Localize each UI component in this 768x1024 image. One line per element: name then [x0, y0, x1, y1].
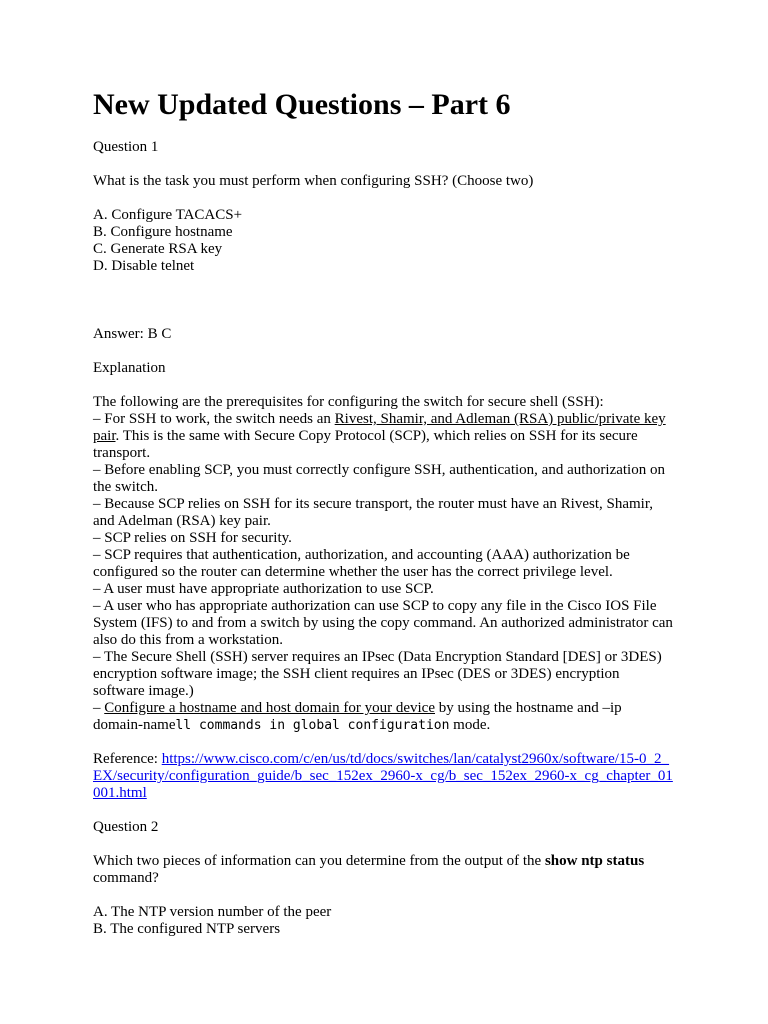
page-title: New Updated Questions – Part 6 [93, 88, 511, 121]
reference-link[interactable]: https://www.cisco.com/c/en/us/td/docs/switches/lan/catalyst2960x/software/15-0_2_EX/security/configuration_guide/b_sec_152ex_2960-x_cg/b_sec_152ex_2960-x_cg_chapter_01001.html [93, 751, 673, 801]
configure-hostname-link[interactable]: Configure a hostname and host domain for your device [104, 700, 435, 716]
show-ntp-status-command: show ntp status [544, 853, 645, 869]
explanation-intro: The following are the prerequisites for configuring the switch for secure shell (SSH): [93, 394, 604, 410]
bullet-9-dash: – [93, 700, 105, 716]
document-page [93, 88, 673, 938]
explanation-bullet-8: – The Secure Shell (SSH) server requires an IPsec (Data Encryption Standard [DES] or 3DES) encryption software image; the SSH client requires an IPsec (DES or 3DES) encryption software image.) [93, 649, 662, 699]
rsa-key-pair-link[interactable]: Rivest, Shamir, and Adleman (RSA) public/private key pair [93, 411, 666, 444]
question-2-text-start: Which two pieces of information can you determine from the output of the [93, 853, 545, 869]
question-1-option-d: D. Disable telnet [93, 258, 195, 274]
explanation-bullet-4: – SCP relies on SSH for security. [93, 530, 292, 546]
explanation-bullet-5: – SCP requires that authentication, authorization, and accounting (AAA) authorization be configured so the router can determine whether the user has the correct privilege level. [93, 547, 630, 580]
question-2-option-b: B. The configured NTP servers [93, 921, 281, 937]
question-2-label: Question 2 [93, 819, 159, 835]
explanation-bullet-2: – Before enabling SCP, you must correctly configure SSH, authentication, and authorization on the switch. [93, 462, 665, 495]
reference [93, 751, 673, 802]
explanation-bullet-9 [93, 700, 673, 734]
question-1-option-a: A. Configure TACACS+ [93, 207, 243, 223]
bullet-1-text-end: . This is the same with Secure Copy Protocol (SCP), which relies on SSH for its secure transport. [93, 428, 638, 461]
explanation-label: Explanation [93, 360, 166, 376]
explanation-bullet-6: – A user must have appropriate authorization to use SCP. [93, 581, 434, 597]
bullet-1-text: – For SSH to work, the switch needs an [93, 411, 335, 427]
explanation-bullet-1 [93, 411, 673, 462]
question-1-answer: Answer: B C [93, 326, 172, 342]
bullet-9-text-end: mode. [449, 717, 491, 733]
question-1-text: What is the task you must perform when configuring SSH? (Choose two) [93, 173, 534, 189]
reference-label: Reference: [93, 751, 162, 767]
explanation-bullet-3: – Because SCP relies on SSH for its secure transport, the router must have an Rivest, Shamir, and Adelman (RSA) key pair. [93, 496, 653, 529]
question-2-text [93, 853, 673, 887]
question-1-option-b: B. Configure hostname [93, 224, 233, 240]
question-2-option-a: A. The NTP version number of the peer [93, 904, 332, 920]
question-1-label: Question 1 [93, 139, 159, 155]
bullet-9-mono-text: ll commands in global configuration [175, 718, 450, 733]
bullet-9-text: by using the hostname and –ip domain-name [93, 700, 622, 733]
explanation-bullet-7: – A user who has appropriate authorization can use SCP to copy any file in the Cisco IOS File System (IFS) to and from a switch by using the copy command. An authorized administrator can also do this from a workstation. [93, 598, 673, 648]
question-2-text-end: command? [93, 870, 159, 886]
question-1-option-c: C. Generate RSA key [93, 241, 223, 257]
